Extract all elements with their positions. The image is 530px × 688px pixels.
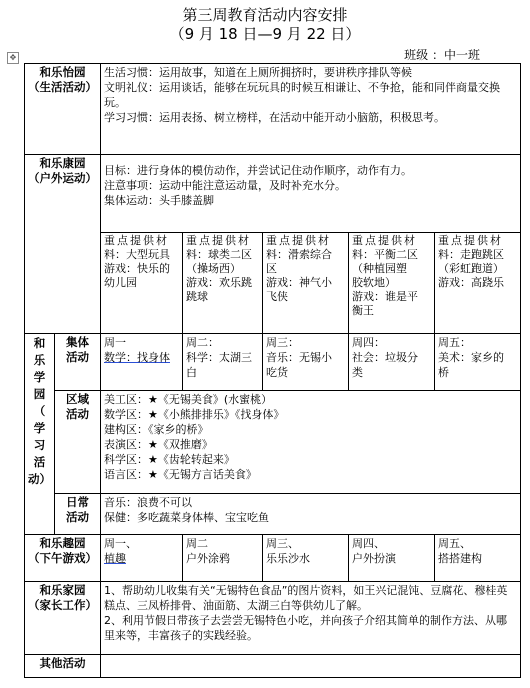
group-day-thu: 周四： 社会：垃圾分 类 (349, 334, 435, 391)
outdoor-goal-line: 注意事项：运动中能注意运动量，及时补充水分。 (104, 179, 346, 192)
outdoor-resource-4: 重点提供材 料：平衡二区 （种植园塑 胶软地） 游戏：谁是平 衡王 (349, 233, 435, 334)
other-row (25, 655, 521, 678)
life-line: 学习习惯：运用表扬、树立榜样，在活动中能开动小脑筋，积极思考。 (104, 111, 445, 124)
home-line: 2、利用节假日带孩子去尝尝无锡特色小吃，并向孩子介绍其简单的制作方法、从哪里来等，丰富孩子的实践经验。 (104, 614, 507, 642)
outdoor-goal-line: 目标：进行身体的模仿动作，并尝试记住动作顺序，动作有力。 (104, 164, 412, 177)
games-day-mon: 周一、 植趣 (101, 535, 183, 582)
schedule-table (24, 63, 521, 678)
games-day-wed: 周三、 乐乐沙水 (263, 535, 349, 582)
other-content[interactable] (101, 655, 521, 678)
learning-daily-row (25, 494, 521, 535)
page-title: 第三周教育活动内容安排 (182, 6, 348, 24)
life-label: 和乐怡园 （生活活动） (25, 64, 101, 155)
games-day-tue: 周二 户外涂鸦 (183, 535, 263, 582)
home-label: 和乐家园 （家长工作） (25, 582, 101, 655)
table-move-handle-icon[interactable]: ✥ (7, 52, 19, 64)
area-line: 语言区：★《无锡方言话美食》 (104, 468, 257, 481)
outdoor-goals (101, 155, 521, 233)
outdoor-goal-line: 集体运动：头手膝盖脚 (104, 194, 214, 207)
class-label: 班级 ：中一班 (404, 48, 480, 62)
daily-activity-label: 日常 活动 (55, 494, 101, 535)
daily-activity-content (101, 494, 521, 535)
life-line: 生活习惯：运用故事，知道在上厕所拥挤时，要讲秩序排队等候 (104, 66, 412, 79)
life-row (25, 64, 521, 155)
games-day-fri: 周五、 搭搭建构 (435, 535, 521, 582)
area-line: 表演区：★《双推磨》 (104, 438, 213, 451)
area-line: 数学区：★《小熊排排乐》《找身体》 (104, 408, 285, 421)
other-label: 其他活动 (25, 655, 101, 678)
group-day-wed: 周三： 音乐：无锡小 吃货 (263, 334, 349, 391)
learning-area-row (25, 391, 521, 494)
outdoor-label: 和乐康园 （户外运动） (25, 155, 101, 334)
games-label: 和乐趣园 （下午游戏） (25, 535, 101, 582)
daily-line: 保健：多吃蔬菜身体棒、宝宝吃鱼 (104, 511, 269, 524)
games-row (25, 535, 521, 582)
page-subtitle: （9 月 18 日—9 月 22 日） (169, 25, 361, 43)
outdoor-resource-1: 重点提供材 料：大型玩具 游戏：快乐的 幼儿园 (101, 233, 183, 334)
group-day-mon: 周一 数学：找身体 (101, 334, 183, 391)
games-day-thu: 周四、 户外扮演 (349, 535, 435, 582)
outdoor-goal-row (25, 155, 521, 233)
outdoor-resource-5: 重点提供材 料：走跑跳区 （彩虹跑道） 游戏：高跷乐 (435, 233, 521, 334)
learning-label: 和 乐 学 园 （ 学 习 活 动） (25, 334, 55, 535)
home-row (25, 582, 521, 655)
group-day-fri: 周五： 美术：家乡的 桥 (435, 334, 521, 391)
group-day-tue: 周二： 科学：太湖三 白 (183, 334, 263, 391)
area-line: 美工区：★《无锡美食》(水蜜桃） (104, 393, 273, 406)
life-line: 文明礼仪：运用谈话，能够在玩玩具的时候互相谦让、不争抢，能和同伴商量交换玩。 (104, 81, 500, 109)
learning-group-row (25, 334, 521, 391)
group-activity-label: 集体 活动 (55, 334, 101, 391)
life-content (101, 64, 521, 155)
home-line: 1、帮助幼儿收集有关“无锡特色食品”的图片资料，如王兴记混饨、豆腐花、穆桂英糕点、三凤桥排骨、油面筋、太湖三白等供幼儿了解。 (104, 584, 508, 612)
daily-line: 音乐：浪费不可以 (104, 496, 192, 509)
outdoor-resource-3: 重点提供材 料：滑索综合 区 游戏：神气小 飞侠 (263, 233, 349, 334)
area-line: 建构区：《家乡的桥》 (104, 423, 209, 436)
outdoor-resource-2: 重点提供材 料：球类二区 （操场西） 游戏：欢乐跳 跳球 (183, 233, 263, 334)
area-activity-label: 区域 活动 (55, 391, 101, 494)
area-line: 科学区：★《齿轮转起来》 (104, 453, 235, 466)
home-content (101, 582, 521, 655)
area-activity-content (101, 391, 521, 494)
